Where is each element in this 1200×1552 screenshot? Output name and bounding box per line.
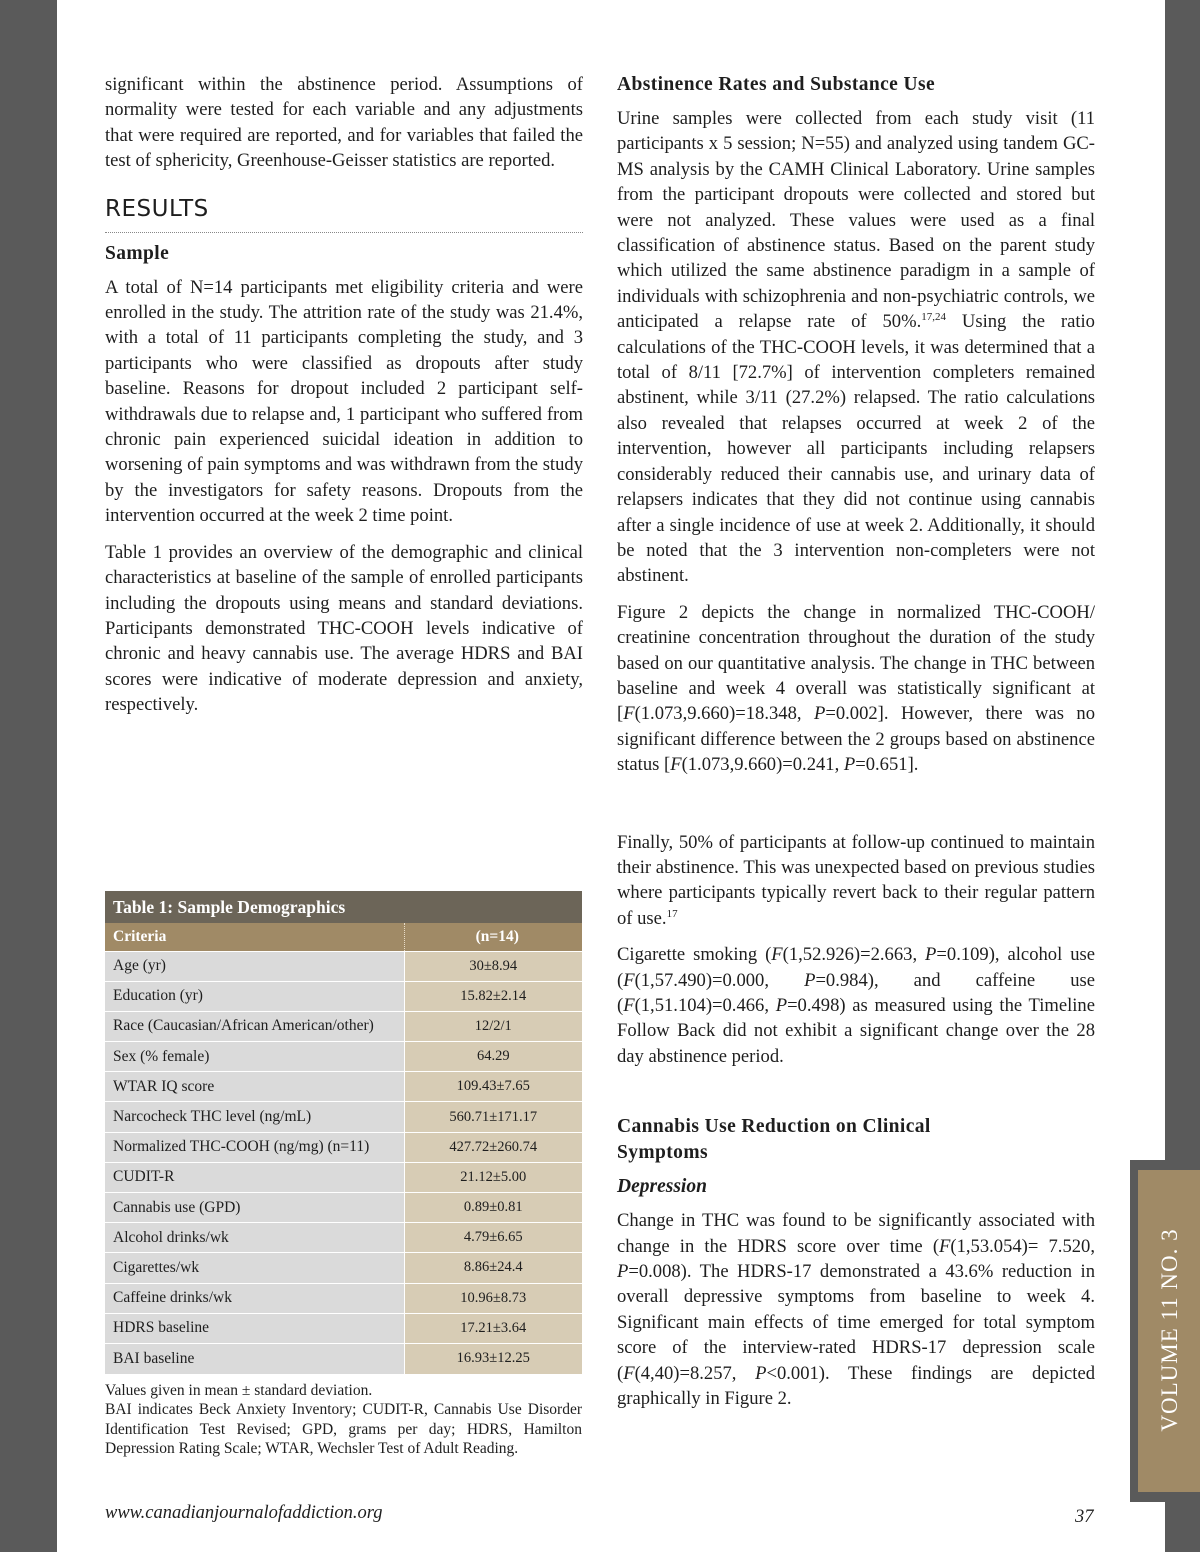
substance-paragraph: Cigarette smoking (F(1,52.926)=2.663, P=0.109), alcohol use (F(1,57.490)=0.000, P=0.984), and caffeine use (F(1,51.104)=0.466, P=0.498) as measured using the Timeline Follow Back did not exhibit a significant change over the 28 day abstinence period. [617,944,1095,1067]
table-title: Table 1: Sample Demographics [105,891,582,923]
table-cell-value: 8.86±24.4 [404,1253,582,1283]
table-cell-value: 16.93±12.25 [404,1343,582,1373]
table-cell-criteria: HDRS baseline [105,1313,404,1343]
demographics-table [105,891,582,1459]
table-cell-criteria: Education (yr) [105,981,404,1011]
figure2-paragraph: Figure 2 depicts the change in normalized THC-COOH/ creatinine concentration throughout the duration of the study based on our quantitative analysis. The change in THC between baseline and week 4 overall was statistically significant at [F(1.073,9.660)=18.348, P=0.002]. However, there was no significant difference between the 2 groups based on abstinence status [F(1.073,9.660)=0.241, P=0.651]. [617,601,1095,776]
left-margin-bar [0,0,57,1552]
table-cell-value: 109.43±7.65 [404,1072,582,1102]
table-cell-criteria: CUDIT-R [105,1162,404,1192]
table-row [105,1343,582,1373]
table-cell-criteria: Alcohol drinks/wk [105,1223,404,1253]
table-cell-criteria: Cigarettes/wk [105,1253,404,1283]
sample-paragraph-2: Table 1 provides an overview of the demographic and clinical characteristics at baseline of the sample of enrolled participants including the dropouts using means and standard deviations. Participants demonstrated THC-COOH levels indicative of chronic and heavy cannabis use. The average HDRS and BAI scores were indicative of moderate depression and anxiety, respectively. [105,541,583,716]
table-cell-value: 12/2/1 [404,1011,582,1041]
table-row [105,981,582,1011]
table-header-criteria: Criteria [105,923,404,951]
table-row [105,1193,582,1223]
table-note-line-1: Values given in mean ± standard deviation. [105,1381,373,1399]
table-note-line-2: BAI indicates Beck Anxiety Inventory; CUDIT-R, Cannabis Use Disorder Identification Test Revised; GPD, grams per day; HDRS, Hamilton Depression Rating Scale; WTAR, Wechsler Test of Adult Reading. [105,1401,582,1458]
table-cell-value: 560.71±171.17 [404,1102,582,1132]
table-cell-criteria: Narcocheck THC level (ng/mL) [105,1102,404,1132]
page-number: 37 [1075,1507,1094,1527]
table-row [105,1162,582,1192]
volume-label: VOLUME 11 NO. 3 [1157,1228,1182,1432]
table-cell-criteria: Cannabis use (GPD) [105,1193,404,1223]
table-cell-criteria: Race (Caucasian/African American/other) [105,1011,404,1041]
table-row [105,1102,582,1132]
results-heading: RESULTS [105,196,583,233]
table-cell-value: 17.21±3.64 [404,1313,582,1343]
table-cell-criteria: Caffeine drinks/wk [105,1283,404,1313]
table-row [105,951,582,981]
abstinence-heading: Abstinence Rates and Substance Use [617,74,936,95]
table-row [105,1253,582,1283]
table-cell-value: 15.82±2.14 [404,981,582,1011]
right-column [617,72,1095,1422]
journal-url[interactable]: www.canadianjournalofaddiction.org [105,1503,383,1523]
left-column [105,72,583,729]
table-cell-criteria: WTAR IQ score [105,1072,404,1102]
table-cell-value: 4.79±6.65 [404,1223,582,1253]
table-row [105,1283,582,1313]
table-header-value: (n=14) [404,923,582,951]
depression-heading: Depression [617,1176,707,1198]
table-cell-criteria: Age (yr) [105,951,404,981]
table-cell-value: 0.89±0.81 [404,1193,582,1223]
table-row [105,1223,582,1253]
table-row [105,1313,582,1343]
table-cell-value: 427.72±260.74 [404,1132,582,1162]
abstinence-paragraph: Urine samples were collected from each study visit (11 participants x 5 session; N=55) and analyzed using tandem GC-MS analysis by the CAMH Clinical Laboratory. Urine samples from the participant dropouts were collected and stored but were not analyzed. These values were used as a final classification of abstinence status. Based on the parent study which utilized the same abstinence paradigm in a sample of individuals with schizophrenia and non-psychiatric controls, we anticipated a relapse rate of 50%.$^{17,24}$ Using the ratio calculations of the THC-COOH levels, it was determined that a total of 8/11 [72.7%] of intervention completers remained abstinent, while 3/11 (27.2%) relapsed. The ratio calculations also revealed that relapses occurred at week 2 of the intervention, however all participants including relapsers considerably reduced their cannabis use, and urinary data of relapsers indicates that they did not continue using cannabis after a single incidence of use at week 2. Additionally, it should be noted that the 3 intervention non-completers were not abstinent. [617,108,1095,587]
table-cell-value: 21.12±5.00 [404,1162,582,1192]
cannabis-reduction-heading: Cannabis Use Reduction on Clinical Symptoms [617,1116,931,1164]
table-cell-value: 10.96±8.73 [404,1283,582,1313]
table-cell-criteria: Sex (% female) [105,1042,404,1072]
table-cell-value: 30±8.94 [404,951,582,981]
table-cell-criteria: Normalized THC-COOH (ng/mg) (n=11) [105,1132,404,1162]
intro-paragraph: significant within the abstinence period. Assumptions of normality were tested for each variable and any adjustments that were required are reported, and for variables that failed the test of sphericity, Greenhouse-Geisser statistics are reported. [105,74,583,172]
depression-paragraph: Change in THC was found to be significantly associated with change in the HDRS score over time (F(1,53.054)= 7.520, P=0.008). The HDRS-17 demonstrated a 43.6% reduction in overall depressive symptoms from baseline to week 4. Significant main effects of time emerged for total symptom score of the interview-rated HDRS-17 depression scale (F(4,40)=8.257, P<0.001). These findings are depicted graphically in Figure 2. [617,1210,1095,1410]
table-note [105,1381,582,1459]
table-cell-criteria: BAI baseline [105,1343,404,1373]
table-row [105,1011,582,1041]
sample-paragraph-1: A total of N=14 participants met eligibility criteria and were enrolled in the study. The attrition rate of the study was 21.4%, with a total of 11 participants completing the study, and 3 participants who were classified as dropouts after study baseline. Reasons for dropout included 2 participant self-withdrawals due to relapse and, 1 participant who suffered from chronic pain experienced suicidal ideation in addition to worsening of pain symptoms and was withdrawn from the study by the investigators for safety reasons. Dropouts from the intervention occurred at the week 2 time point. [105,276,583,527]
table-row [105,1042,582,1072]
table-row [105,1132,582,1162]
table-cell-value: 64.29 [404,1042,582,1072]
followup-paragraph: Finally, 50% of participants at follow-up continued to maintain their abstinence. This was unexpected based on previous studies where participants typically revert back to their regular pattern of use.$^{17}$ [617,831,1095,929]
sample-heading: Sample [105,242,170,264]
table-row [105,1072,582,1102]
